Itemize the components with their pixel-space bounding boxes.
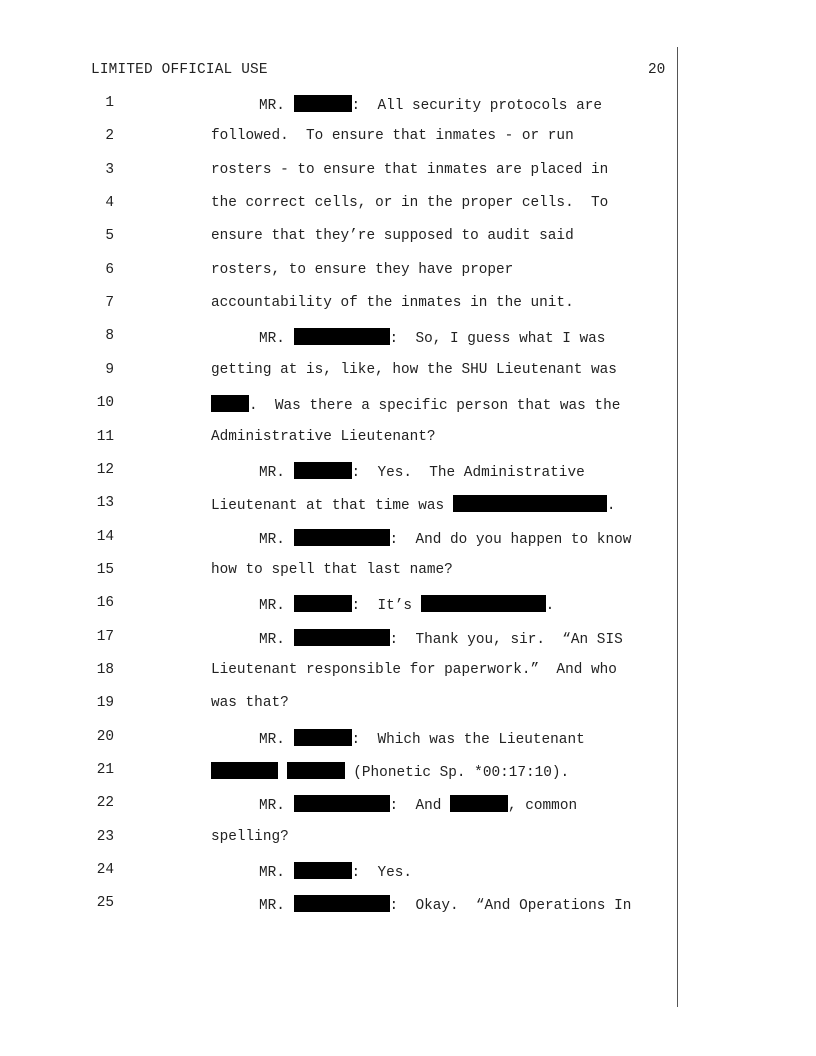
line-text <box>259 795 577 814</box>
line-text-segment: MR. <box>259 898 294 915</box>
line-text <box>211 762 569 781</box>
redaction-block <box>294 529 390 546</box>
line-text-segment: spelling? <box>211 828 289 845</box>
line-number: 15 <box>96 561 114 578</box>
line-text <box>259 462 585 481</box>
line-text-segment: rosters - to ensure that inmates are placed in <box>211 161 609 178</box>
line-number: 13 <box>96 495 114 512</box>
line-text-segment: . <box>545 598 555 615</box>
line-text <box>259 895 631 914</box>
redaction-block <box>294 629 390 646</box>
transcript-line <box>0 562 680 582</box>
line-text-segment: Lieutenant responsible for paperwork.” And who <box>211 661 617 678</box>
line-text-segment: the correct cells, or in the proper cells. To <box>211 195 609 212</box>
line-text-segment: MR. <box>259 331 294 348</box>
line-text-segment: MR. <box>259 631 294 648</box>
line-text <box>211 662 617 678</box>
transcript-line <box>0 295 680 315</box>
line-text-segment: : It’s <box>351 598 421 615</box>
transcript-line <box>0 729 680 749</box>
line-text <box>211 295 574 311</box>
transcript-line <box>0 362 680 382</box>
line-text <box>259 629 623 648</box>
transcript-line <box>0 862 680 882</box>
line-text-segment: how to spell that last name? <box>211 561 453 578</box>
line-text-segment: MR. <box>259 464 294 481</box>
line-text-segment: (Phonetic Sp. *00:17:10). <box>344 765 570 781</box>
line-text <box>211 162 608 178</box>
transcript-line <box>0 762 680 782</box>
line-text-segment: getting at is, like, how the SHU Lieutenant was <box>211 361 617 378</box>
transcript-line <box>0 128 680 148</box>
line-number: 21 <box>96 762 114 778</box>
transcript-line <box>0 495 680 515</box>
transcript-line <box>0 895 680 915</box>
transcript-line <box>0 95 680 115</box>
transcript-line <box>0 328 680 348</box>
line-text-segment: MR. <box>259 598 294 615</box>
line-text-segment <box>278 765 287 781</box>
line-number: 18 <box>96 661 114 678</box>
line-text-segment: : So, I guess what I was <box>389 331 606 348</box>
redaction-block <box>287 762 345 779</box>
line-number: 10 <box>96 395 114 412</box>
line-number: 2 <box>105 128 114 145</box>
redaction-block <box>294 595 352 612</box>
transcript-line <box>0 195 680 215</box>
line-number: 20 <box>96 728 114 745</box>
line-text-segment: , common <box>508 798 578 815</box>
line-number: 24 <box>96 862 114 879</box>
line-text-segment: : And do you happen to know <box>389 531 632 548</box>
transcript-line <box>0 462 680 482</box>
line-text-segment: : Thank you, sir. “An SIS <box>389 631 623 648</box>
transcript-line <box>0 395 680 415</box>
line-number: 8 <box>105 328 114 345</box>
line-text-segment: accountability of the inmates in the unit. <box>211 295 574 312</box>
line-number: 9 <box>105 361 114 378</box>
redaction-block <box>294 462 352 479</box>
redaction-block <box>421 595 546 612</box>
line-text-segment: : Yes. <box>351 865 412 882</box>
redaction-block <box>450 795 508 812</box>
transcript-line <box>0 695 680 715</box>
line-text-segment: : Yes. The Administrative <box>351 464 585 481</box>
line-text <box>211 395 620 414</box>
line-number: 6 <box>105 261 114 278</box>
transcript-line <box>0 629 680 649</box>
line-text-segment: MR. <box>259 798 294 815</box>
line-number: 7 <box>105 295 114 312</box>
line-text-segment: followed. To ensure that inmates - or run <box>211 128 574 145</box>
line-text-segment: : Okay. “And Operations In <box>389 898 632 915</box>
line-number: 22 <box>96 795 114 812</box>
redaction-block <box>211 762 278 779</box>
line-text-segment: : All security protocols are <box>351 98 602 114</box>
transcript-line <box>0 595 680 615</box>
line-text <box>211 128 574 144</box>
line-number: 23 <box>96 828 114 845</box>
transcript-line <box>0 529 680 549</box>
line-text-segment: ensure that they’re supposed to audit said <box>211 228 574 245</box>
line-text <box>259 95 602 114</box>
line-number: 1 <box>105 95 114 111</box>
line-number: 16 <box>96 595 114 612</box>
line-text-segment: . <box>606 498 616 515</box>
redaction-block <box>294 95 352 112</box>
transcript-line <box>0 795 680 815</box>
line-text <box>211 495 615 514</box>
redaction-block <box>294 862 352 879</box>
line-text <box>259 595 554 614</box>
line-text-segment: rosters, to ensure they have proper <box>211 261 514 278</box>
line-number: 3 <box>105 161 114 178</box>
transcript-line <box>0 162 680 182</box>
line-text-segment: : And <box>389 798 450 815</box>
transcript-line <box>0 262 680 282</box>
redaction-block <box>211 395 249 412</box>
line-number: 14 <box>96 528 114 545</box>
line-text <box>211 429 436 445</box>
line-text <box>211 695 289 711</box>
redaction-block <box>453 495 607 512</box>
line-text-segment: was that? <box>211 695 289 712</box>
line-text <box>211 262 513 278</box>
line-number: 5 <box>105 228 114 245</box>
transcript-line <box>0 829 680 849</box>
line-number: 25 <box>96 895 114 912</box>
redaction-block <box>294 895 390 912</box>
redaction-block <box>294 729 352 746</box>
line-number: 4 <box>105 195 114 212</box>
line-text <box>211 562 453 578</box>
page-header-classification: LIMITED OFFICIAL USE <box>91 62 268 78</box>
line-text-segment: . Was there a specific person that was the <box>249 398 621 415</box>
line-text <box>259 729 585 748</box>
line-number: 11 <box>96 428 114 445</box>
line-text <box>259 529 631 548</box>
line-text-segment: MR. <box>259 531 294 548</box>
line-number: 19 <box>96 695 114 712</box>
line-text-segment: Administrative Lieutenant? <box>211 428 436 445</box>
line-text <box>211 362 617 378</box>
redaction-block <box>294 795 390 812</box>
line-text-segment: MR. <box>259 731 294 748</box>
page-number: 20 <box>648 62 666 78</box>
line-text <box>259 328 605 347</box>
line-text <box>211 829 289 845</box>
line-text-segment: MR. <box>259 98 294 114</box>
line-text <box>211 228 574 244</box>
transcript-line <box>0 228 680 248</box>
transcript-line <box>0 429 680 449</box>
line-text-segment: : Which was the Lieutenant <box>351 731 585 748</box>
line-number: 12 <box>96 461 114 478</box>
redaction-block <box>294 328 390 345</box>
line-text <box>259 862 412 881</box>
transcript-line <box>0 662 680 682</box>
line-number: 17 <box>96 628 114 645</box>
line-text-segment: Lieutenant at that time was <box>211 498 453 515</box>
line-text <box>211 195 608 211</box>
line-text-segment: MR. <box>259 865 294 882</box>
